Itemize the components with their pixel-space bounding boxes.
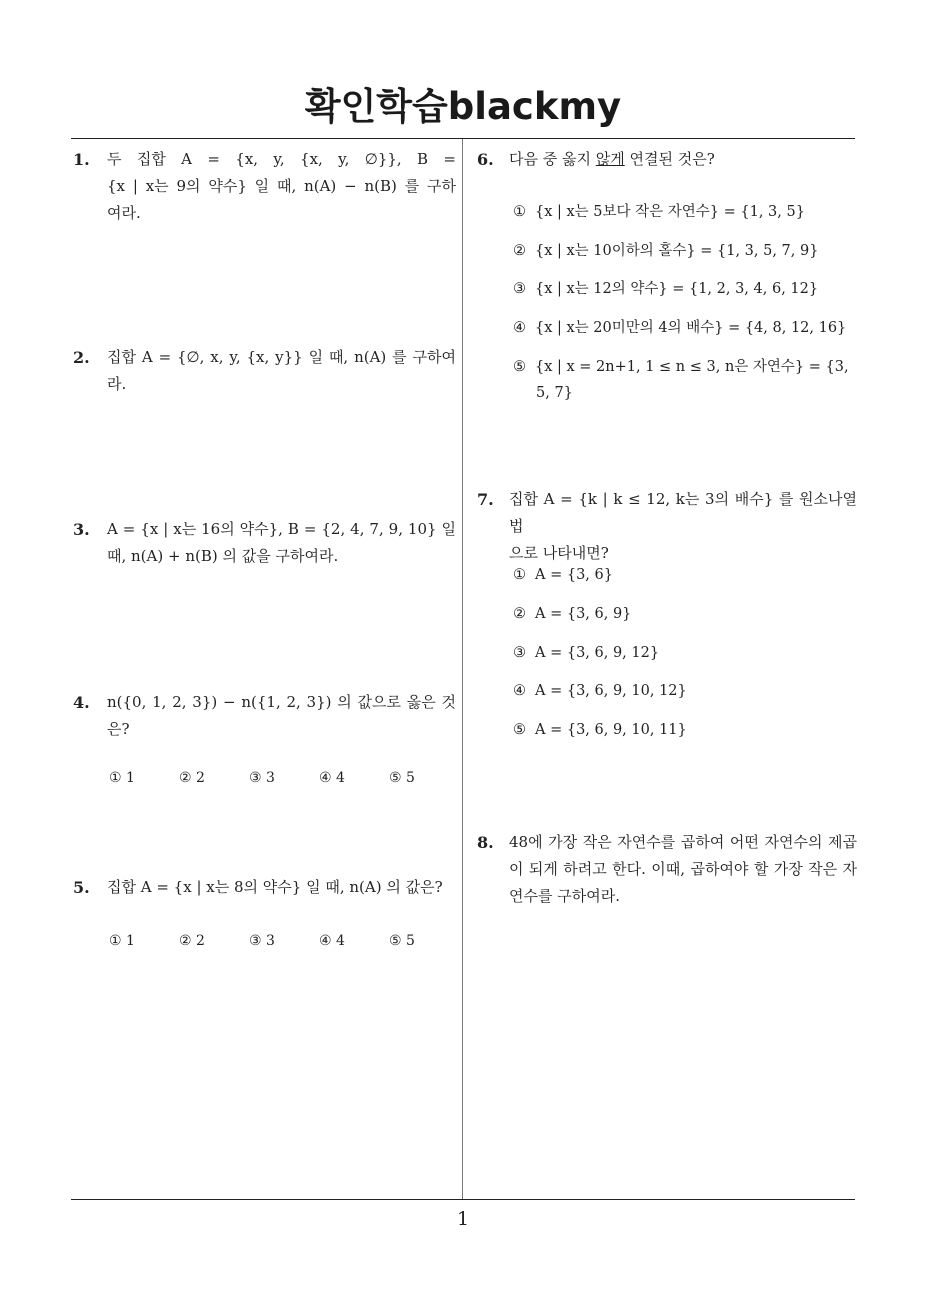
question-number: 6.	[477, 150, 494, 169]
choice-5-continuation: 5, 7}	[536, 385, 573, 401]
choice-1: ① 1	[109, 933, 135, 949]
choice-marker: ③	[513, 645, 526, 661]
question-number: 4.	[73, 693, 90, 712]
choice-4: ④ 4	[319, 770, 345, 786]
question-stem: 다음 중 옳지	[509, 150, 596, 168]
choice-marker: ⑤	[513, 722, 526, 738]
question-8	[477, 829, 857, 913]
question-line: A = {x | x는 16의 약수}, B = {2, 4, 7, 9, 10} 일	[107, 520, 456, 538]
choice-2: ② 2	[179, 770, 205, 786]
choice-2	[513, 238, 818, 265]
choice-3: ③ 3	[249, 770, 275, 786]
choice-text: {x | x = 2n+1, 1 ≤ n ≤ 3, n은 자연수} = {3,	[535, 359, 849, 375]
choice-2: ② 2	[179, 933, 205, 949]
choice-marker: ⑤	[513, 359, 526, 375]
choice-5: ⑤ 5	[389, 933, 415, 949]
page-number: 1	[456, 1208, 470, 1230]
question-text	[107, 344, 456, 398]
question-line: n({0, 1, 2, 3}) − n({1, 2, 3}) 의 값으로 옳은 것	[107, 693, 456, 711]
choice-3	[513, 640, 659, 667]
question-line: 집합 A = {x | x는 8의 약수} 일 때, n(A) 의 값은?	[107, 878, 443, 896]
question-line: 집합 A = {∅, x, y, {x, y}} 일 때, n(A) 를 구하여	[107, 348, 456, 366]
question-text	[107, 874, 456, 901]
question-line: 때, n(A) + n(B) 의 값을 구하여라.	[107, 547, 339, 565]
question-number: 3.	[73, 520, 90, 539]
question-6	[477, 146, 857, 406]
question-1	[73, 146, 456, 230]
choice-3: ③ 3	[249, 933, 275, 949]
question-text	[509, 486, 857, 567]
choice-marker: ①	[513, 204, 526, 220]
choice-3	[513, 276, 818, 303]
choice-text: {x | x는 12의 약수} = {1, 2, 3, 4, 6, 12}	[535, 281, 819, 297]
question-number: 2.	[73, 348, 90, 367]
choice-text: {x | x는 10이하의 홀수} = {1, 3, 5, 7, 9}	[535, 243, 819, 259]
choice-text: A = {3, 6, 9, 12}	[535, 645, 660, 661]
choice-marker: ①	[513, 567, 526, 583]
question-number: 1.	[73, 150, 90, 169]
choice-text: A = {3, 6, 9}	[535, 606, 632, 622]
question-line: 이 되게 하려고 한다. 이때, 곱하여야 할 가장 작은 자	[509, 860, 857, 878]
question-line: {x | x는 9의 약수} 일 때, n(A) − n(B) 를 구하	[107, 177, 456, 195]
question-4	[73, 689, 456, 789]
question-line: 집합 A = {k | k ≤ 12, k는 3의 배수} 를 원소나열법	[509, 490, 857, 535]
choice-4	[513, 315, 846, 342]
choice-4	[513, 678, 687, 705]
question-number: 7.	[477, 490, 494, 509]
question-5	[73, 874, 456, 954]
choice-marker: ④	[513, 320, 526, 336]
question-text	[509, 829, 857, 910]
choice-1	[513, 199, 805, 226]
choice-text: A = {3, 6}	[535, 567, 613, 583]
question-7	[477, 486, 857, 746]
question-number: 5.	[73, 878, 90, 897]
question-text	[107, 689, 456, 743]
question-text	[107, 516, 456, 570]
question-line: 으로 나타내면?	[509, 544, 609, 562]
choice-2	[513, 601, 631, 628]
question-text	[509, 146, 857, 173]
question-line: 여라.	[107, 204, 141, 222]
choice-marker: ②	[513, 243, 526, 259]
question-number: 8.	[477, 833, 494, 852]
choice-text: {x | x는 20미만의 4의 배수} = {4, 8, 12, 16}	[535, 320, 847, 336]
choice-4: ④ 4	[319, 933, 345, 949]
question-text	[107, 146, 456, 227]
footer-divider	[71, 1199, 855, 1200]
question-2	[73, 344, 456, 400]
header-divider	[71, 138, 855, 139]
question-line: 연수를 구하여라.	[509, 887, 620, 905]
choice-text: A = {3, 6, 9, 10, 11}	[535, 722, 687, 738]
page-title: 확인학습blackmy	[304, 85, 622, 128]
question-3	[73, 516, 456, 572]
choice-text: A = {3, 6, 9, 10, 12}	[535, 683, 687, 699]
question-line: 은?	[107, 720, 130, 738]
question-stem-emphasis: 않게	[595, 150, 625, 168]
choice-5	[513, 354, 849, 381]
question-line: 라.	[107, 375, 127, 393]
question-stem-end: 연결된 것은?	[624, 150, 715, 168]
choice-1	[513, 562, 613, 589]
choice-5: ⑤ 5	[389, 770, 415, 786]
choice-text: {x | x는 5보다 작은 자연수} = {1, 3, 5}	[535, 204, 805, 220]
choice-1: ① 1	[109, 770, 135, 786]
choice-marker: ②	[513, 606, 526, 622]
column-divider	[462, 139, 463, 1199]
choice-marker: ③	[513, 281, 526, 297]
choice-5	[513, 717, 687, 744]
question-line: 두 집합 A = {x, y, {x, y, ∅}}, B =	[107, 150, 456, 168]
question-line: 48에 가장 작은 자연수를 곱하여 어떤 자연수의 제곱	[509, 833, 857, 851]
choice-marker: ④	[513, 683, 526, 699]
